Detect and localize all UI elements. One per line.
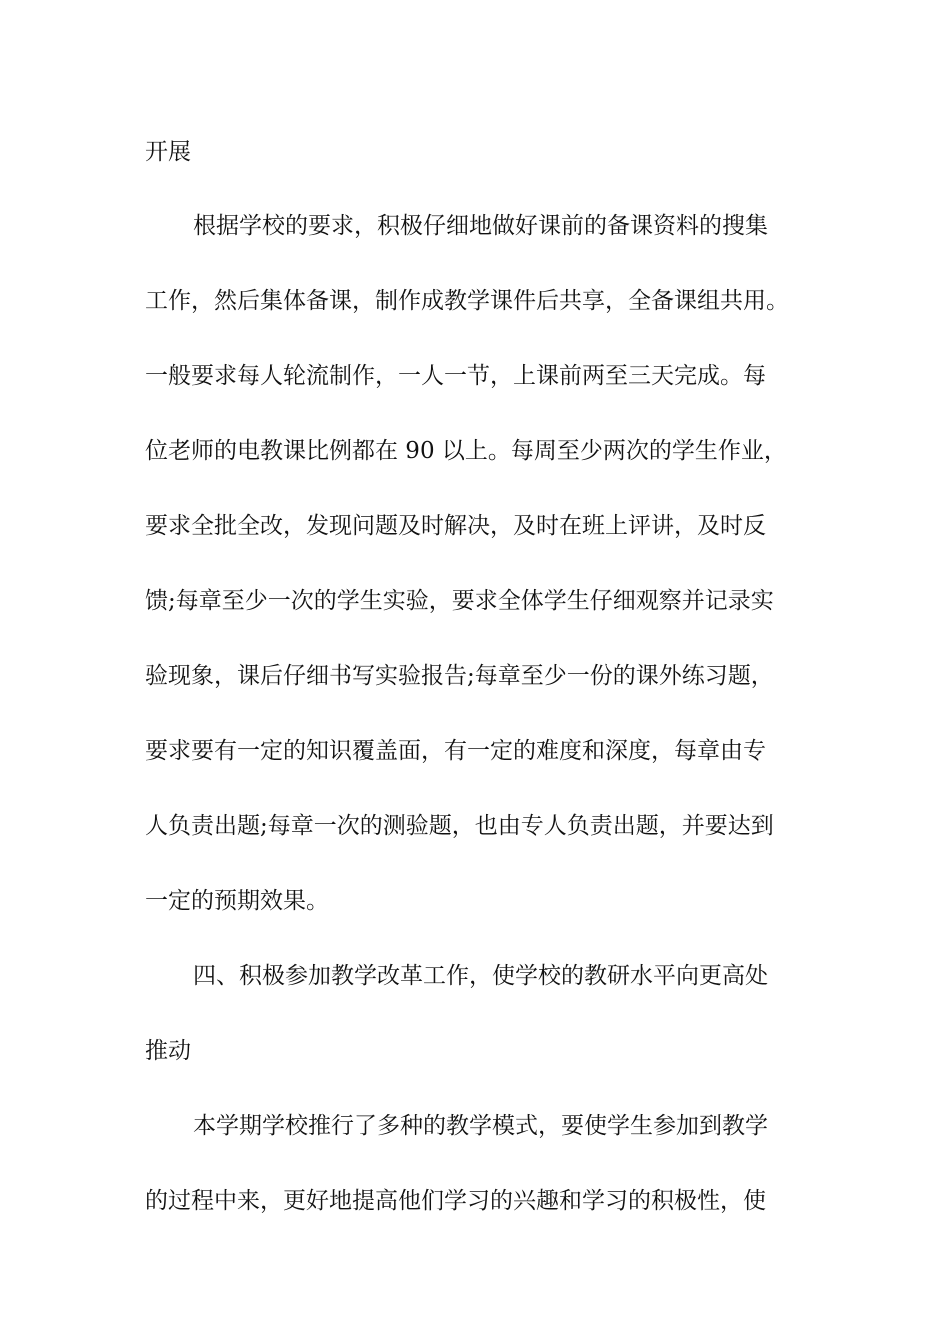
text-line: 一般要求每人轮流制作，一人一节，上课前两至三天完成。每 bbox=[145, 363, 766, 389]
text-line: 人负责出题;每章一次的测验题，也由专人负责出题，并要达到 bbox=[145, 813, 774, 839]
paragraph-first-line: 本学期学校推行了多种的教学模式，要使学生参加到教学 bbox=[193, 1113, 768, 1139]
section-heading-line: 四、积极参加教学改革工作，使学校的教研水平向更高处 bbox=[193, 963, 768, 989]
text-line: 开展 bbox=[145, 139, 191, 165]
section-heading-line: 推动 bbox=[145, 1038, 191, 1064]
text-line: 一定的预期效果。 bbox=[145, 888, 329, 914]
text-line: 要求全批全改，发现问题及时解决，及时在班上评讲，及时反 bbox=[145, 513, 766, 539]
text-line: 馈;每章至少一次的学生实验，要求全体学生仔细观察并记录实 bbox=[145, 588, 774, 614]
text-line: 要求要有一定的知识覆盖面，有一定的难度和深度，每章由专 bbox=[145, 738, 766, 764]
text-line: 验现象，课后仔细书写实验报告;每章至少一份的课外练习题， bbox=[145, 663, 774, 689]
text-line: 工作，然后集体备课，制作成教学课件后共享，全备课组共用。 bbox=[145, 288, 789, 314]
paragraph-first-line: 根据学校的要求，积极仔细地做好课前的备课资料的搜集 bbox=[193, 213, 768, 239]
text-line: 的过程中来，更好地提高他们学习的兴趣和学习的积极性，使 bbox=[145, 1188, 766, 1214]
text-line: 位老师的电教课比例都在 90 以上。每周至少两次的学生作业， bbox=[145, 438, 787, 464]
